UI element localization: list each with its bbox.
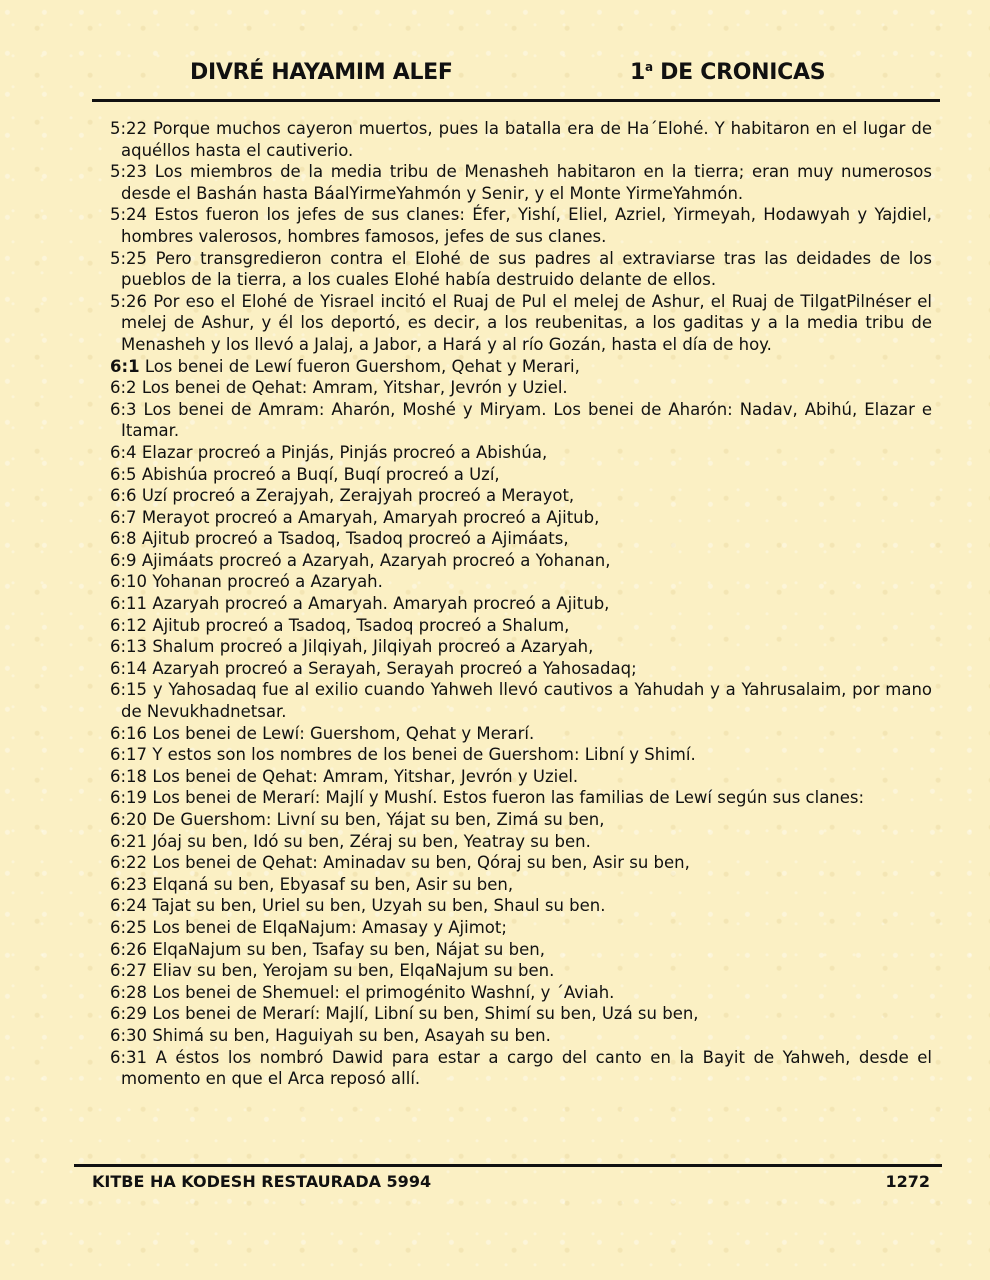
- verse-reference: 6:1: [110, 356, 140, 376]
- verse-reference: 6:30: [110, 1025, 148, 1045]
- verse-text: Ajitub procreó a Tsadoq, Tsadoq procreó a Ajimáats,: [141, 529, 569, 549]
- verse-text: Jóaj su ben, Idó su ben, Zéraj su ben, Yeatray su ben.: [152, 831, 591, 851]
- verse-reference: 6:9: [110, 550, 137, 570]
- verse-reference: 6:3: [110, 399, 137, 419]
- header-subtitle-text: DE CRONICAS: [652, 60, 826, 85]
- verse: [110, 658, 932, 680]
- verse-text: Los miembros de la media tribu de Menasheh habitaron en la tierra; eran muy numerosos desde el Bashán hasta BáalYirmeYahmón y Senir, y el Monte YirmeYahmón.: [121, 162, 932, 203]
- verse-text: Por eso el Elohé de Yisrael incitó el Ruaj de Pul el melej de Ashur, el Ruaj de TilgatPilnéser el melej de Ashur, y él los deportó, es decir, a los reubenitas, a los gaditas y a la media tribu de Menasheh y los llevó a Jalaj, a Jabor, a Hará y al río Gozán, hasta el día de hoy.: [121, 291, 932, 354]
- verse-reference: 6:2: [110, 378, 137, 398]
- verse-text: Los benei de Amram: Aharón, Moshé y Miryam. Los benei de Aharón: Nadav, Abihú, Elazar e Itamar.: [121, 399, 933, 441]
- verse-reference: 6:23: [110, 874, 148, 894]
- footer-rule: [74, 1164, 942, 1167]
- verse: [110, 571, 932, 593]
- verse-reference: 6:12: [110, 615, 148, 635]
- verse-text: Estos fueron los jefes de sus clanes: Éfer, Yishí, Eliel, Azriel, Yirmeyah, Hodawyah y Yajdiel, hombres valerosos, hombres famosos, jefes de sus clanes.: [121, 205, 932, 246]
- verse: [110, 1047, 932, 1090]
- footer-edition: KITBE HA KODESH RESTAURADA 5994: [92, 1172, 432, 1191]
- verse: [110, 895, 932, 917]
- verse-text: Tajat su ben, Uriel su ben, Uzyah su ben, Shaul su ben.: [152, 896, 606, 916]
- verse: [110, 528, 932, 550]
- verse-text: Los benei de Lewí fueron Guershom, Qehat y Merari,: [144, 356, 580, 376]
- verse-reference: 6:20: [110, 810, 148, 829]
- verse-reference: 6:7: [110, 507, 137, 527]
- page-number: 1272: [885, 1172, 930, 1191]
- verse-reference: 6:13: [110, 637, 148, 657]
- verse: [110, 636, 932, 658]
- verse-reference: 5:22: [110, 119, 148, 138]
- verse-reference: 5:26: [110, 291, 148, 311]
- header-rule: [92, 99, 940, 102]
- verse-reference: 6:29: [110, 1004, 148, 1024]
- verse: [110, 442, 932, 464]
- verse-reference: 6:11: [110, 594, 148, 614]
- verse: [110, 939, 932, 961]
- verse-text: Merayot procreó a Amaryah, Amaryah procreó a Ajitub,: [141, 507, 600, 527]
- verse: [110, 507, 932, 529]
- verse-text: Eliav su ben, Yerojam su ben, ElqaNajum su ben.: [152, 961, 555, 981]
- verse: [110, 291, 932, 356]
- verse-text: Los benei de Merarí: Majlí y Mushí. Estos fueron las familias de Lewí según sus clanes:: [152, 788, 865, 808]
- verse: [110, 593, 932, 615]
- verse: [110, 161, 932, 204]
- verse-reference: 6:28: [110, 982, 148, 1002]
- verse: [110, 982, 932, 1004]
- verse-reference: 6:8: [110, 529, 137, 549]
- verse-reference: 5:25: [110, 248, 148, 268]
- verse: [110, 550, 932, 572]
- verse-reference: 6:15: [110, 680, 148, 700]
- verse-text: Los benei de Qehat: Amram, Yitshar, Jevrón y Uziel.: [152, 766, 579, 786]
- verse: [110, 809, 932, 831]
- verse: [110, 766, 932, 788]
- header-book-title: DIVRÉ HAYAMIM ALEF: [190, 60, 453, 85]
- verse-text: Los benei de ElqaNajum: Amasay y Ajimot;: [152, 917, 507, 937]
- verse-list: [110, 118, 932, 1090]
- verse-reference: 6:6: [110, 486, 137, 506]
- verse-reference: 6:10: [110, 572, 148, 592]
- verse-text: Los benei de Lewí: Guershom, Qehat y Merarí.: [152, 723, 535, 743]
- verse: [110, 204, 932, 247]
- verse-reference: 6:25: [110, 917, 148, 937]
- verse-text: Pero transgredieron contra el Elohé de sus padres al extraviarse tras las deidades de los pueblos de la tierra, a los cuales Elohé había destruido delante de ellos.: [121, 248, 932, 290]
- verse-reference: 5:23: [110, 162, 148, 182]
- verse-text: Los benei de Shemuel: el primogénito Washní, y ´Aviah.: [152, 982, 615, 1002]
- verse: [110, 485, 932, 507]
- verse-text: Ajimáats procreó a Azaryah, Azaryah procreó a Yohanan,: [141, 550, 611, 570]
- verse-text: Los benei de Qehat: Aminadav su ben, Qóraj su ben, Asir su ben,: [152, 853, 690, 873]
- verse: [110, 723, 932, 745]
- verse-text: A éstos los nombró Dawid para estar a cargo del canto en la Bayit de Yahweh, desde el momento en que el Arca reposó allí.: [121, 1047, 933, 1089]
- verse: [110, 248, 932, 291]
- verse-text: Y estos son los nombres de los benei de Guershom: Libní y Shimí.: [152, 745, 696, 765]
- verse-reference: 6:24: [110, 896, 148, 916]
- verse: [110, 118, 932, 161]
- verse-reference: 6:18: [110, 766, 148, 786]
- verse: [110, 874, 932, 896]
- verse-text: Azaryah procreó a Serayah, Serayah procreó a Yahosadaq;: [152, 658, 637, 678]
- verse-text: Los benei de Qehat: Amram, Yitshar, Jevrón y Uziel.: [141, 378, 568, 398]
- verse-text: De Guershom: Livní su ben, Yájat su ben, Zimá su ben,: [152, 810, 605, 829]
- verse-text: ElqaNajum su ben, Tsafay su ben, Nájat su ben,: [152, 939, 545, 959]
- verse: [110, 615, 932, 637]
- verse: [110, 960, 932, 982]
- verse-text: Shimá su ben, Haguiyah su ben, Asayah su ben.: [152, 1025, 551, 1045]
- verse-text: Uzí procreó a Zerajyah, Zerajyah procreó a Merayot,: [141, 486, 575, 506]
- verse: [110, 679, 932, 722]
- verse-text: Elazar procreó a Pinjás, Pinjás procreó a Abishúa,: [141, 442, 548, 462]
- verse-reference: 6:4: [110, 442, 137, 462]
- verse-text: Los benei de Merarí: Majlí, Libní su ben, Shimí su ben, Uzá su ben,: [152, 1004, 699, 1024]
- verse-text: Shalum procreó a Jilqiyah, Jilqiyah procreó a Azaryah,: [152, 637, 594, 657]
- verse-reference: 6:27: [110, 961, 148, 981]
- verse: [110, 356, 932, 378]
- verse-text: Porque muchos cayeron muertos, pues la batalla era de Ha´Elohé. Y habitaron en el lugar de aquéllos hasta el cautiverio.: [121, 119, 932, 160]
- verse-reference: 6:17: [110, 745, 148, 765]
- verse-text: y Yahosadaq fue al exilio cuando Yahweh llevó cautivos a Yahudah y a Yahrusalaim, por mano de Nevukhadnetsar.: [121, 680, 932, 722]
- verse-text: Ajitub procreó a Tsadoq, Tsadoq procreó a Shalum,: [152, 615, 570, 635]
- verse-reference: 6:14: [110, 658, 148, 678]
- verse: [110, 917, 932, 939]
- verse: [110, 831, 932, 853]
- verse: [110, 464, 932, 486]
- verse-reference: 6:19: [110, 788, 148, 808]
- verse-text: Elqaná su ben, Ebyasaf su ben, Asir su ben,: [152, 874, 514, 894]
- verse: [110, 852, 932, 874]
- verse-reference: 6:16: [110, 723, 148, 743]
- header-subtitle-number: 1: [630, 60, 646, 85]
- header-book-subtitle: [630, 60, 825, 85]
- verse: [110, 399, 932, 442]
- page-header: [0, 56, 990, 96]
- verse-reference: 6:5: [110, 464, 137, 484]
- header-subtitle-ordinal: a: [645, 60, 653, 74]
- verse: [110, 744, 932, 766]
- verse-text: Yohanan procreó a Azaryah.: [152, 572, 383, 592]
- verse: [110, 787, 932, 809]
- verse-text: Abishúa procreó a Buqí, Buqí procreó a Uzí,: [141, 464, 500, 484]
- verse-reference: 6:21: [110, 831, 148, 851]
- verse-reference: 6:31: [110, 1047, 148, 1067]
- verse: [110, 377, 932, 399]
- verse-text: Azaryah procreó a Amaryah. Amaryah procreó a Ajitub,: [152, 594, 610, 614]
- verse: [110, 1003, 932, 1025]
- verse: [110, 1025, 932, 1047]
- verse-reference: 5:24: [110, 205, 148, 225]
- verse-reference: 6:26: [110, 939, 148, 959]
- verse-reference: 6:22: [110, 853, 148, 873]
